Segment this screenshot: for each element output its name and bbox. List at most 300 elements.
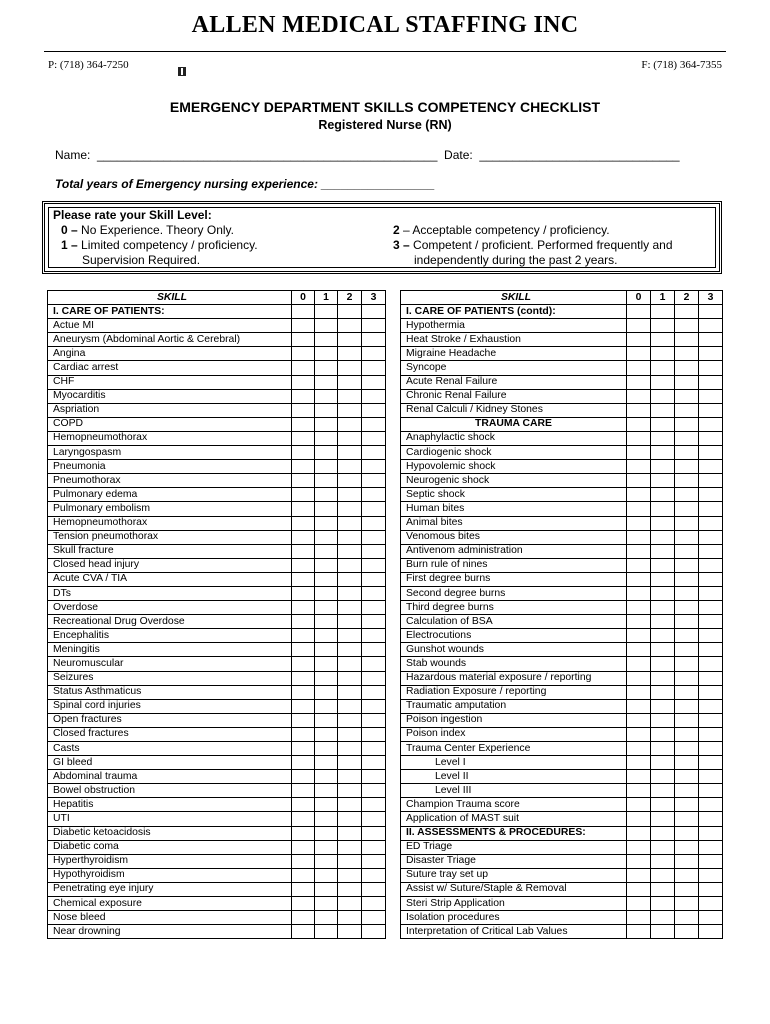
rating-0-checkbox[interactable]: [292, 375, 315, 389]
rating-3-checkbox[interactable]: [699, 333, 723, 347]
rating-3-checkbox[interactable]: [699, 516, 723, 530]
rating-2-checkbox[interactable]: [675, 742, 699, 756]
rating-3-checkbox[interactable]: [699, 530, 723, 544]
rating-0-checkbox[interactable]: [292, 699, 315, 713]
rating-0-checkbox[interactable]: [292, 615, 315, 629]
rating-3-checkbox[interactable]: [699, 868, 723, 882]
rating-2-checkbox[interactable]: [338, 657, 362, 671]
rating-0-checkbox[interactable]: [292, 460, 315, 474]
rating-1-checkbox[interactable]: [315, 460, 338, 474]
rating-2-checkbox[interactable]: [338, 586, 362, 600]
rating-1-checkbox[interactable]: [651, 347, 675, 361]
rating-3-checkbox[interactable]: [362, 854, 386, 868]
rating-1-checkbox[interactable]: [315, 502, 338, 516]
rating-3-checkbox[interactable]: [362, 474, 386, 488]
rating-1-checkbox[interactable]: [651, 558, 675, 572]
rating-1-checkbox[interactable]: [315, 713, 338, 727]
rating-2-checkbox[interactable]: [338, 897, 362, 911]
rating-0-checkbox[interactable]: [292, 742, 315, 756]
rating-1-checkbox[interactable]: [315, 798, 338, 812]
rating-3-checkbox[interactable]: [699, 431, 723, 445]
rating-1-checkbox[interactable]: [651, 643, 675, 657]
rating-0-checkbox[interactable]: [627, 446, 651, 460]
rating-2-checkbox[interactable]: [675, 868, 699, 882]
rating-3-checkbox[interactable]: [362, 657, 386, 671]
rating-1-checkbox[interactable]: [651, 685, 675, 699]
rating-0-checkbox[interactable]: [292, 911, 315, 925]
rating-3-checkbox[interactable]: [699, 798, 723, 812]
rating-3-checkbox[interactable]: [699, 854, 723, 868]
rating-2-checkbox[interactable]: [675, 798, 699, 812]
rating-3-checkbox[interactable]: [362, 586, 386, 600]
rating-0-checkbox[interactable]: [292, 333, 315, 347]
rating-3-checkbox[interactable]: [362, 925, 386, 939]
rating-3-checkbox[interactable]: [699, 840, 723, 854]
rating-0-checkbox[interactable]: [627, 784, 651, 798]
rating-1-checkbox[interactable]: [651, 516, 675, 530]
rating-2-checkbox[interactable]: [338, 643, 362, 657]
rating-2-checkbox[interactable]: [338, 502, 362, 516]
rating-2-checkbox[interactable]: [338, 389, 362, 403]
rating-0-checkbox[interactable]: [292, 502, 315, 516]
rating-0-checkbox[interactable]: [292, 826, 315, 840]
rating-3-checkbox[interactable]: [362, 727, 386, 741]
rating-0-checkbox[interactable]: [292, 882, 315, 896]
rating-2-checkbox[interactable]: [675, 727, 699, 741]
rating-3-checkbox[interactable]: [699, 319, 723, 333]
rating-0-checkbox[interactable]: [292, 488, 315, 502]
rating-3-checkbox[interactable]: [362, 375, 386, 389]
rating-2-checkbox[interactable]: [675, 840, 699, 854]
rating-0-checkbox[interactable]: [292, 657, 315, 671]
rating-3-checkbox[interactable]: [699, 727, 723, 741]
rating-1-checkbox[interactable]: [315, 671, 338, 685]
rating-1-checkbox[interactable]: [651, 460, 675, 474]
rating-1-checkbox[interactable]: [315, 431, 338, 445]
rating-1-checkbox[interactable]: [315, 897, 338, 911]
rating-0-checkbox[interactable]: [627, 840, 651, 854]
rating-3-checkbox[interactable]: [699, 699, 723, 713]
rating-0-checkbox[interactable]: [292, 727, 315, 741]
rating-3-checkbox[interactable]: [362, 347, 386, 361]
rating-2-checkbox[interactable]: [338, 925, 362, 939]
rating-2-checkbox[interactable]: [675, 361, 699, 375]
rating-2-checkbox[interactable]: [338, 375, 362, 389]
rating-0-checkbox[interactable]: [627, 897, 651, 911]
name-date-line[interactable]: Name: ___________________________________________________ Date: ______________________________: [55, 148, 680, 162]
rating-2-checkbox[interactable]: [675, 770, 699, 784]
rating-3-checkbox[interactable]: [362, 699, 386, 713]
rating-2-checkbox[interactable]: [338, 629, 362, 643]
rating-0-checkbox[interactable]: [627, 925, 651, 939]
rating-3-checkbox[interactable]: [362, 742, 386, 756]
rating-3-checkbox[interactable]: [362, 389, 386, 403]
rating-1-checkbox[interactable]: [315, 911, 338, 925]
rating-1-checkbox[interactable]: [651, 629, 675, 643]
rating-2-checkbox[interactable]: [675, 812, 699, 826]
rating-3-checkbox[interactable]: [362, 431, 386, 445]
rating-3-checkbox[interactable]: [699, 544, 723, 558]
rating-1-checkbox[interactable]: [651, 784, 675, 798]
rating-0-checkbox[interactable]: [292, 925, 315, 939]
rating-1-checkbox[interactable]: [315, 530, 338, 544]
rating-0-checkbox[interactable]: [292, 601, 315, 615]
rating-1-checkbox[interactable]: [315, 333, 338, 347]
rating-2-checkbox[interactable]: [338, 460, 362, 474]
rating-0-checkbox[interactable]: [292, 671, 315, 685]
rating-2-checkbox[interactable]: [675, 911, 699, 925]
rating-0-checkbox[interactable]: [627, 742, 651, 756]
rating-3-checkbox[interactable]: [699, 488, 723, 502]
rating-1-checkbox[interactable]: [651, 727, 675, 741]
rating-1-checkbox[interactable]: [315, 347, 338, 361]
rating-0-checkbox[interactable]: [627, 319, 651, 333]
rating-0-checkbox[interactable]: [627, 601, 651, 615]
rating-1-checkbox[interactable]: [315, 727, 338, 741]
rating-2-checkbox[interactable]: [675, 544, 699, 558]
rating-2-checkbox[interactable]: [675, 671, 699, 685]
rating-3-checkbox[interactable]: [699, 558, 723, 572]
rating-1-checkbox[interactable]: [651, 671, 675, 685]
rating-3-checkbox[interactable]: [362, 685, 386, 699]
rating-3-checkbox[interactable]: [699, 361, 723, 375]
rating-0-checkbox[interactable]: [627, 460, 651, 474]
rating-2-checkbox[interactable]: [338, 911, 362, 925]
rating-3-checkbox[interactable]: [362, 897, 386, 911]
rating-2-checkbox[interactable]: [675, 516, 699, 530]
rating-0-checkbox[interactable]: [292, 431, 315, 445]
rating-1-checkbox[interactable]: [315, 586, 338, 600]
rating-2-checkbox[interactable]: [338, 882, 362, 896]
rating-3-checkbox[interactable]: [699, 925, 723, 939]
rating-0-checkbox[interactable]: [627, 868, 651, 882]
rating-1-checkbox[interactable]: [315, 643, 338, 657]
rating-0-checkbox[interactable]: [627, 685, 651, 699]
rating-1-checkbox[interactable]: [315, 784, 338, 798]
rating-3-checkbox[interactable]: [362, 502, 386, 516]
rating-0-checkbox[interactable]: [292, 446, 315, 460]
rating-1-checkbox[interactable]: [651, 403, 675, 417]
rating-2-checkbox[interactable]: [675, 629, 699, 643]
rating-1-checkbox[interactable]: [651, 868, 675, 882]
rating-2-checkbox[interactable]: [338, 347, 362, 361]
rating-2-checkbox[interactable]: [338, 601, 362, 615]
rating-2-checkbox[interactable]: [675, 474, 699, 488]
rating-1-checkbox[interactable]: [651, 854, 675, 868]
rating-1-checkbox[interactable]: [315, 657, 338, 671]
rating-2-checkbox[interactable]: [338, 446, 362, 460]
rating-1-checkbox[interactable]: [651, 544, 675, 558]
rating-1-checkbox[interactable]: [651, 361, 675, 375]
rating-2-checkbox[interactable]: [338, 530, 362, 544]
rating-3-checkbox[interactable]: [699, 897, 723, 911]
rating-3-checkbox[interactable]: [362, 544, 386, 558]
rating-1-checkbox[interactable]: [651, 713, 675, 727]
rating-1-checkbox[interactable]: [315, 389, 338, 403]
rating-3-checkbox[interactable]: [699, 502, 723, 516]
rating-1-checkbox[interactable]: [315, 854, 338, 868]
rating-0-checkbox[interactable]: [627, 558, 651, 572]
rating-2-checkbox[interactable]: [675, 699, 699, 713]
rating-2-checkbox[interactable]: [675, 925, 699, 939]
rating-0-checkbox[interactable]: [292, 784, 315, 798]
rating-2-checkbox[interactable]: [338, 417, 362, 431]
rating-1-checkbox[interactable]: [315, 361, 338, 375]
rating-3-checkbox[interactable]: [362, 671, 386, 685]
rating-0-checkbox[interactable]: [292, 770, 315, 784]
rating-3-checkbox[interactable]: [362, 572, 386, 586]
rating-0-checkbox[interactable]: [292, 530, 315, 544]
rating-2-checkbox[interactable]: [338, 685, 362, 699]
rating-0-checkbox[interactable]: [627, 643, 651, 657]
rating-2-checkbox[interactable]: [338, 615, 362, 629]
rating-2-checkbox[interactable]: [338, 798, 362, 812]
rating-0-checkbox[interactable]: [627, 361, 651, 375]
rating-2-checkbox[interactable]: [338, 572, 362, 586]
rating-0-checkbox[interactable]: [292, 572, 315, 586]
rating-0-checkbox[interactable]: [292, 812, 315, 826]
rating-1-checkbox[interactable]: [315, 375, 338, 389]
rating-0-checkbox[interactable]: [627, 727, 651, 741]
rating-2-checkbox[interactable]: [338, 544, 362, 558]
rating-0-checkbox[interactable]: [292, 897, 315, 911]
rating-3-checkbox[interactable]: [362, 756, 386, 770]
rating-3-checkbox[interactable]: [362, 446, 386, 460]
rating-0-checkbox[interactable]: [627, 586, 651, 600]
rating-1-checkbox[interactable]: [315, 417, 338, 431]
rating-3-checkbox[interactable]: [362, 333, 386, 347]
rating-3-checkbox[interactable]: [362, 615, 386, 629]
rating-2-checkbox[interactable]: [675, 403, 699, 417]
experience-years-line[interactable]: Total years of Emergency nursing experience: _________________: [55, 177, 435, 191]
rating-3-checkbox[interactable]: [362, 798, 386, 812]
rating-3-checkbox[interactable]: [362, 911, 386, 925]
rating-3-checkbox[interactable]: [699, 375, 723, 389]
rating-0-checkbox[interactable]: [627, 854, 651, 868]
rating-1-checkbox[interactable]: [651, 742, 675, 756]
rating-0-checkbox[interactable]: [292, 854, 315, 868]
rating-1-checkbox[interactable]: [651, 488, 675, 502]
rating-0-checkbox[interactable]: [292, 629, 315, 643]
rating-2-checkbox[interactable]: [338, 699, 362, 713]
rating-2-checkbox[interactable]: [338, 868, 362, 882]
rating-1-checkbox[interactable]: [651, 925, 675, 939]
rating-3-checkbox[interactable]: [362, 488, 386, 502]
rating-0-checkbox[interactable]: [292, 685, 315, 699]
rating-2-checkbox[interactable]: [675, 897, 699, 911]
rating-0-checkbox[interactable]: [627, 544, 651, 558]
rating-1-checkbox[interactable]: [651, 770, 675, 784]
rating-1-checkbox[interactable]: [315, 882, 338, 896]
rating-1-checkbox[interactable]: [651, 897, 675, 911]
rating-0-checkbox[interactable]: [292, 643, 315, 657]
rating-2-checkbox[interactable]: [675, 530, 699, 544]
rating-0-checkbox[interactable]: [292, 403, 315, 417]
rating-3-checkbox[interactable]: [699, 389, 723, 403]
rating-3-checkbox[interactable]: [362, 643, 386, 657]
rating-2-checkbox[interactable]: [338, 431, 362, 445]
rating-0-checkbox[interactable]: [292, 389, 315, 403]
rating-3-checkbox[interactable]: [362, 516, 386, 530]
rating-2-checkbox[interactable]: [675, 615, 699, 629]
rating-3-checkbox[interactable]: [699, 713, 723, 727]
rating-2-checkbox[interactable]: [338, 840, 362, 854]
rating-3-checkbox[interactable]: [362, 558, 386, 572]
rating-0-checkbox[interactable]: [292, 756, 315, 770]
rating-2-checkbox[interactable]: [675, 319, 699, 333]
rating-1-checkbox[interactable]: [651, 502, 675, 516]
rating-2-checkbox[interactable]: [338, 333, 362, 347]
rating-2-checkbox[interactable]: [338, 812, 362, 826]
rating-0-checkbox[interactable]: [627, 333, 651, 347]
rating-1-checkbox[interactable]: [315, 446, 338, 460]
rating-2-checkbox[interactable]: [675, 882, 699, 896]
rating-0-checkbox[interactable]: [627, 488, 651, 502]
rating-2-checkbox[interactable]: [338, 770, 362, 784]
rating-3-checkbox[interactable]: [362, 629, 386, 643]
rating-3-checkbox[interactable]: [362, 840, 386, 854]
rating-0-checkbox[interactable]: [292, 516, 315, 530]
rating-1-checkbox[interactable]: [651, 572, 675, 586]
rating-1-checkbox[interactable]: [651, 530, 675, 544]
rating-2-checkbox[interactable]: [675, 685, 699, 699]
rating-2-checkbox[interactable]: [338, 854, 362, 868]
rating-3-checkbox[interactable]: [699, 671, 723, 685]
rating-1-checkbox[interactable]: [651, 615, 675, 629]
rating-3-checkbox[interactable]: [362, 812, 386, 826]
rating-2-checkbox[interactable]: [675, 643, 699, 657]
rating-2-checkbox[interactable]: [338, 516, 362, 530]
rating-3-checkbox[interactable]: [699, 911, 723, 925]
rating-2-checkbox[interactable]: [675, 657, 699, 671]
rating-1-checkbox[interactable]: [651, 812, 675, 826]
rating-3-checkbox[interactable]: [699, 685, 723, 699]
rating-1-checkbox[interactable]: [651, 657, 675, 671]
rating-3-checkbox[interactable]: [699, 657, 723, 671]
rating-0-checkbox[interactable]: [627, 347, 651, 361]
rating-0-checkbox[interactable]: [627, 389, 651, 403]
rating-1-checkbox[interactable]: [315, 925, 338, 939]
rating-2-checkbox[interactable]: [675, 460, 699, 474]
rating-1-checkbox[interactable]: [315, 868, 338, 882]
rating-1-checkbox[interactable]: [315, 629, 338, 643]
rating-2-checkbox[interactable]: [675, 586, 699, 600]
rating-2-checkbox[interactable]: [675, 854, 699, 868]
rating-1-checkbox[interactable]: [651, 389, 675, 403]
rating-0-checkbox[interactable]: [627, 502, 651, 516]
rating-2-checkbox[interactable]: [675, 333, 699, 347]
rating-3-checkbox[interactable]: [699, 629, 723, 643]
rating-2-checkbox[interactable]: [338, 784, 362, 798]
rating-3-checkbox[interactable]: [699, 601, 723, 615]
rating-1-checkbox[interactable]: [651, 375, 675, 389]
rating-3-checkbox[interactable]: [362, 784, 386, 798]
rating-0-checkbox[interactable]: [627, 572, 651, 586]
rating-2-checkbox[interactable]: [675, 601, 699, 615]
rating-0-checkbox[interactable]: [627, 629, 651, 643]
rating-2-checkbox[interactable]: [338, 361, 362, 375]
rating-1-checkbox[interactable]: [315, 601, 338, 615]
rating-3-checkbox[interactable]: [362, 319, 386, 333]
rating-2-checkbox[interactable]: [338, 319, 362, 333]
rating-2-checkbox[interactable]: [675, 756, 699, 770]
rating-1-checkbox[interactable]: [315, 685, 338, 699]
rating-3-checkbox[interactable]: [362, 403, 386, 417]
rating-3-checkbox[interactable]: [699, 474, 723, 488]
rating-2-checkbox[interactable]: [338, 756, 362, 770]
rating-0-checkbox[interactable]: [627, 699, 651, 713]
rating-0-checkbox[interactable]: [627, 516, 651, 530]
rating-2-checkbox[interactable]: [675, 488, 699, 502]
rating-0-checkbox[interactable]: [292, 544, 315, 558]
rating-1-checkbox[interactable]: [315, 319, 338, 333]
rating-2-checkbox[interactable]: [338, 727, 362, 741]
rating-0-checkbox[interactable]: [292, 840, 315, 854]
rating-3-checkbox[interactable]: [699, 403, 723, 417]
rating-0-checkbox[interactable]: [627, 911, 651, 925]
rating-2-checkbox[interactable]: [675, 558, 699, 572]
rating-3-checkbox[interactable]: [699, 615, 723, 629]
rating-3-checkbox[interactable]: [362, 868, 386, 882]
rating-3-checkbox[interactable]: [362, 361, 386, 375]
rating-1-checkbox[interactable]: [651, 319, 675, 333]
rating-3-checkbox[interactable]: [362, 882, 386, 896]
rating-0-checkbox[interactable]: [627, 756, 651, 770]
rating-2-checkbox[interactable]: [338, 671, 362, 685]
rating-3-checkbox[interactable]: [699, 770, 723, 784]
rating-1-checkbox[interactable]: [651, 474, 675, 488]
rating-0-checkbox[interactable]: [627, 671, 651, 685]
rating-1-checkbox[interactable]: [315, 403, 338, 417]
rating-3-checkbox[interactable]: [362, 417, 386, 431]
rating-2-checkbox[interactable]: [338, 713, 362, 727]
rating-0-checkbox[interactable]: [627, 713, 651, 727]
rating-2-checkbox[interactable]: [675, 347, 699, 361]
rating-0-checkbox[interactable]: [292, 361, 315, 375]
rating-2-checkbox[interactable]: [338, 488, 362, 502]
rating-1-checkbox[interactable]: [315, 615, 338, 629]
rating-3-checkbox[interactable]: [699, 882, 723, 896]
rating-1-checkbox[interactable]: [651, 798, 675, 812]
rating-2-checkbox[interactable]: [338, 742, 362, 756]
rating-2-checkbox[interactable]: [675, 713, 699, 727]
rating-2-checkbox[interactable]: [675, 572, 699, 586]
rating-0-checkbox[interactable]: [627, 657, 651, 671]
rating-1-checkbox[interactable]: [315, 516, 338, 530]
rating-2-checkbox[interactable]: [675, 375, 699, 389]
rating-0-checkbox[interactable]: [627, 770, 651, 784]
rating-1-checkbox[interactable]: [315, 812, 338, 826]
rating-0-checkbox[interactable]: [292, 586, 315, 600]
rating-2-checkbox[interactable]: [675, 431, 699, 445]
rating-1-checkbox[interactable]: [315, 488, 338, 502]
rating-3-checkbox[interactable]: [362, 460, 386, 474]
rating-3-checkbox[interactable]: [362, 770, 386, 784]
rating-1-checkbox[interactable]: [651, 840, 675, 854]
rating-3-checkbox[interactable]: [699, 572, 723, 586]
rating-1-checkbox[interactable]: [651, 446, 675, 460]
rating-3-checkbox[interactable]: [362, 826, 386, 840]
rating-0-checkbox[interactable]: [292, 347, 315, 361]
rating-1-checkbox[interactable]: [315, 544, 338, 558]
rating-0-checkbox[interactable]: [292, 319, 315, 333]
rating-3-checkbox[interactable]: [699, 812, 723, 826]
rating-0-checkbox[interactable]: [292, 713, 315, 727]
rating-3-checkbox[interactable]: [699, 347, 723, 361]
rating-3-checkbox[interactable]: [699, 784, 723, 798]
rating-0-checkbox[interactable]: [292, 798, 315, 812]
rating-0-checkbox[interactable]: [292, 417, 315, 431]
